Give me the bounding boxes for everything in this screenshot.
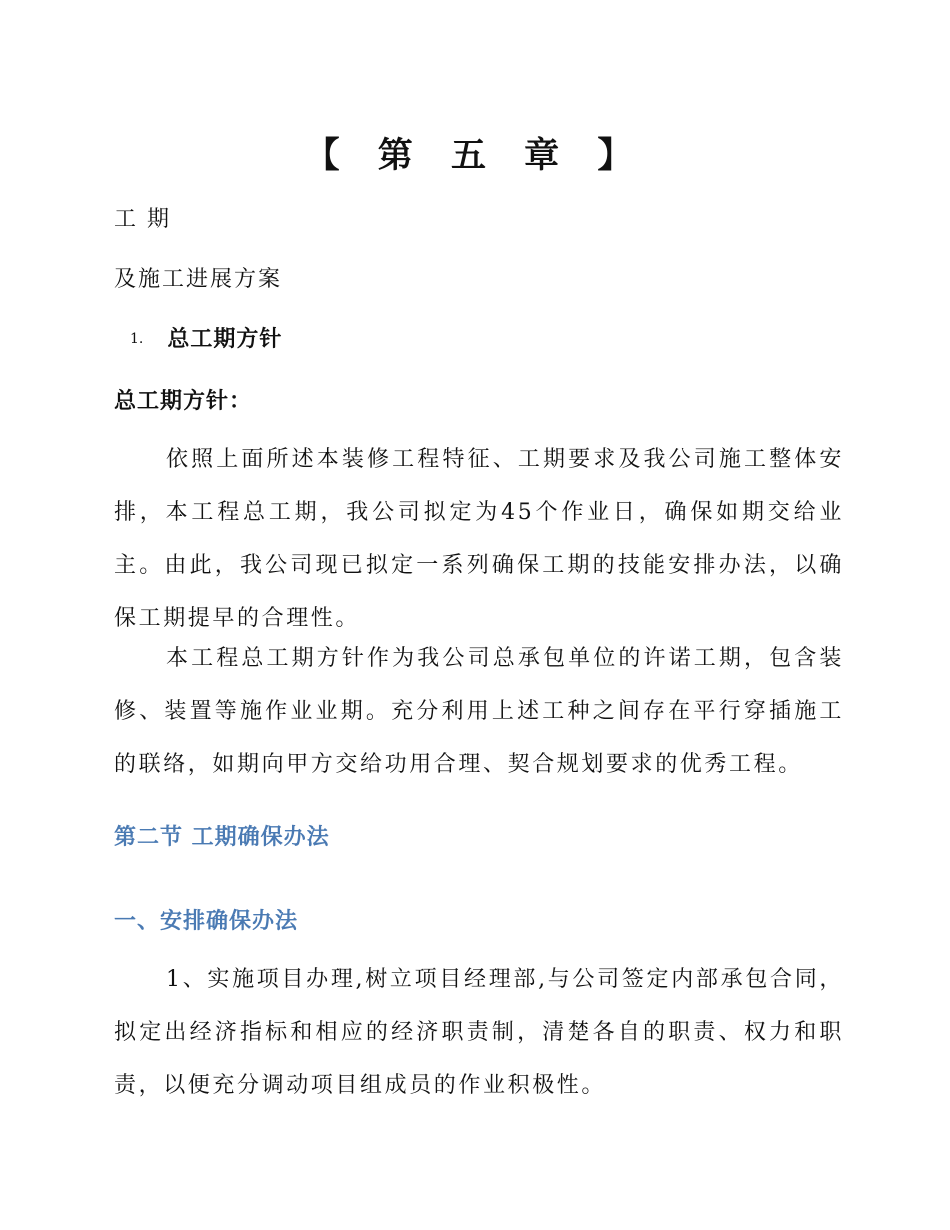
paragraph-3: 1、实施项目办理,树立项目经理部,与公司签定内部承包合同，拟定出经济指标和相应的经济职责制，清楚各自的职责、权力和职责，以便充分调动项目组成员的作业积极性。 <box>114 967 844 1098</box>
line-duration: 工 期 <box>114 207 171 232</box>
numbered-heading <box>130 322 282 353</box>
section-heading-arrange: 一、安排确保办法 <box>114 909 299 934</box>
line-plan: 及施工进展方案 <box>114 267 283 292</box>
chapter-title: 【 第 五 章 】 <box>304 136 646 176</box>
section-heading-2: 第二节 工期确保办法 <box>114 825 330 850</box>
bold-heading: 总工期方针： <box>114 389 253 414</box>
list-heading-text: 总工期方针 <box>167 327 283 352</box>
paragraph-2: 本工程总工期方针作为我公司总承包单位的许诺工期，包含装修、装置等施作业业期。充分利用上述工种之间存在平行穿插施工的联络，如期向甲方交给功用合理、契合规划要求的优秀工程。 <box>114 646 844 777</box>
paragraph-1: 依照上面所述本装修工程特征、工期要求及我公司施工整体安排，本工程总工期，我公司拟定为45个作业日，确保如期交给业主。由此，我公司现已拟定一系列确保工期的技能安排办法，以确保工期提早的合理性。 <box>114 447 844 631</box>
list-number: 1. <box>130 331 144 347</box>
